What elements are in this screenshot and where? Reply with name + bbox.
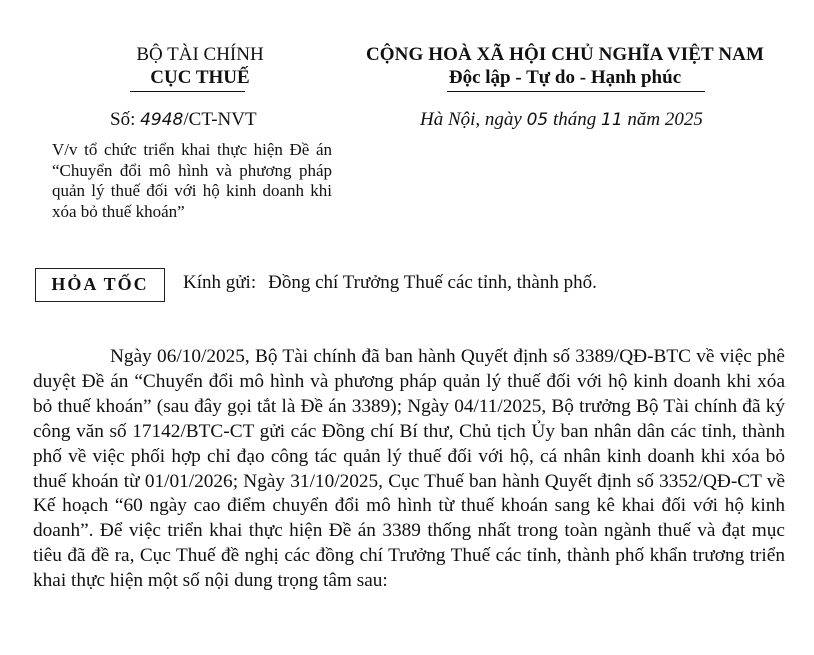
date-day: 05 <box>526 110 549 130</box>
agency-underline <box>130 91 245 92</box>
national-title: CỘNG HOÀ XÃ HỘI CHỦ NGHĨA VIỆT NAM <box>365 44 765 65</box>
doc-number-suffix: /CT-NVT <box>183 109 257 130</box>
recipient-label: Kính gửi: <box>183 272 257 293</box>
urgent-stamp: HỎA TỐC <box>35 268 165 302</box>
date-line <box>420 109 703 131</box>
document-number <box>110 109 257 131</box>
recipient-value: Đồng chí Trưởng Thuế các tỉnh, thành phố. <box>268 272 597 293</box>
recipient-line <box>183 272 597 294</box>
date-place: Hà Nội, ngày <box>420 109 527 130</box>
date-year: năm 2025 <box>622 109 703 130</box>
date-month-label: tháng <box>548 109 602 130</box>
issuing-agency-block <box>90 44 310 90</box>
body-paragraph: Ngày 06/10/2025, Bộ Tài chính đã ban hành Quyết định số 3389/QĐ-BTC về việc phê duyệt Đề án “Chuyển đổi mô hình và phương pháp quản lý thuế đối với hộ kinh doanh khi xóa bỏ thuế khoán” (sau đây gọi tắt là Đề án 3389); Ngày 04/11/2025, Bộ trưởng Bộ Tài chính đã ký công văn số 17142/BTC-CT gửi các Đồng chí Bí thư, Chủ tịch Ủy ban nhân dân các tỉnh, thành phố về việc phối hợp chỉ đạo công tác quản lý thuế đối với hộ, cá nhân kinh doanh khi xóa bỏ thuế khoán từ 01/01/2026; Ngày 31/10/2025, Cục Thuế ban hành Quyết định số 3352/QĐ-CT về Kế hoạch “60 ngày cao điểm chuyển đổi mô hình từ thuế khoán sang kê khai đối với hộ kinh doanh”. Để việc triển khai thực hiện Đề án 3389 thống nhất trong toàn ngành thuế và đạt mục tiêu đã đề ra, Cục Thuế đề nghị các đồng chí Trưởng Thuế các tỉnh, thành phố khẩn trương triển khai thực hiện một số nội dung trọng tâm sau: <box>33 346 785 592</box>
doc-number-prefix: Số: <box>110 109 141 130</box>
document-body <box>33 345 785 594</box>
subject-line: V/v tổ chức triển khai thực hiện Đề án “Chuyển đổi mô hình và phương pháp quản lý thuế đối với hộ kinh doanh khi xóa bỏ thuế khoán” <box>52 140 332 221</box>
doc-number-handwritten: 4948 <box>140 110 184 130</box>
parent-agency: BỘ TÀI CHÍNH <box>136 44 264 65</box>
national-header-block <box>335 44 795 90</box>
date-month: 11 <box>601 110 623 130</box>
motto-underline <box>447 91 705 92</box>
national-motto: Độc lập - Tự do - Hạnh phúc <box>448 67 682 88</box>
issuing-agency: CỤC THUẾ <box>150 67 250 88</box>
